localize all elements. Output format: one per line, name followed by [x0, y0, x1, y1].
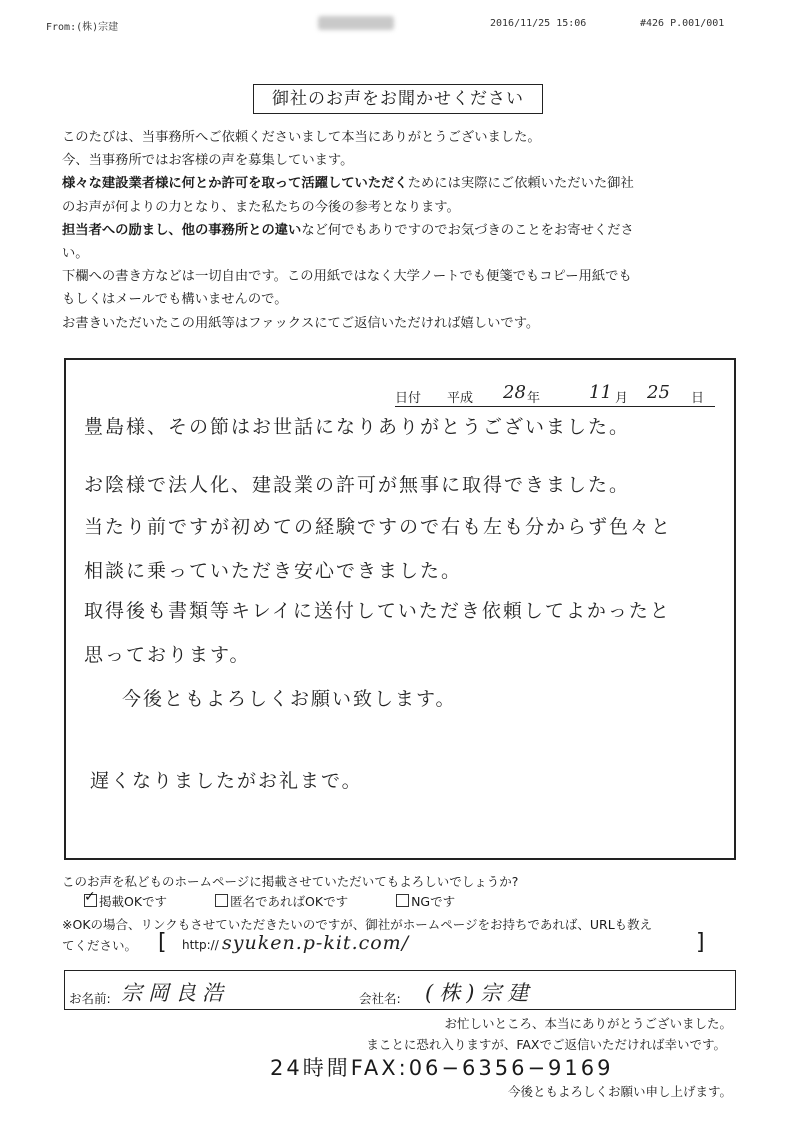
- option-ng[interactable]: [396, 892, 455, 910]
- handwritten-line: 取得後も書類等キレイに送付していただき依頼してよかったと: [84, 600, 671, 622]
- redacted-fax-number: [318, 16, 394, 30]
- name-label: お名前:: [69, 991, 111, 1006]
- intro-text: [62, 126, 752, 335]
- company-label: 会社名:: [359, 991, 401, 1006]
- intro-line: のお声が何よりの力となり、また私たちの今後の参考となります。: [62, 199, 460, 215]
- url-prefix: http://: [182, 938, 219, 952]
- option-ok[interactable]: [84, 892, 167, 910]
- url-value: syuken.p-kit.com/: [222, 932, 410, 954]
- name-value: 宗岡良浩: [121, 981, 229, 1005]
- consent-question: このお声を私どものホームページに掲載させていただいてもよろしいでしょうか?: [62, 874, 519, 889]
- option-anonymous-label: 匿名であればOKです: [230, 894, 349, 909]
- handwritten-line: お陰様で法人化、建設業の許可が無事に取得できました。: [84, 474, 631, 496]
- option-ng-label: NGです: [411, 894, 456, 909]
- link-note: ※OKの場合、リンクもさせていただきたいのですが、御社がホームページをお持ちであれば、URLも教え: [62, 917, 653, 932]
- intro-line: 下欄への書き方などは一切自由です。この用紙ではなく大学ノートでも便箋でもコピー用紙でも: [62, 269, 632, 285]
- option-ok-label: 掲載OKです: [99, 894, 168, 909]
- intro-line: [62, 172, 752, 195]
- date-day-value: 25: [647, 382, 670, 403]
- intro-line: お書きいただいたこの用紙等はファックスにてご返信いただければ嬉しいです。: [62, 315, 540, 331]
- fax-page-number: #426 P.001/001: [640, 18, 725, 29]
- intro-text-segment: ためには実際にご依頼いただいた御社: [407, 176, 634, 192]
- intro-line: もしくはメールでも構いませんので。: [62, 292, 288, 308]
- intro-text-segment: など何でもありですのでお気づきのことをお寄せくださ: [301, 222, 634, 238]
- checkbox-checked-icon[interactable]: [84, 894, 97, 907]
- company-value: (株)宗建: [425, 981, 535, 1005]
- fax-sender: From:(株)宗建: [46, 22, 119, 33]
- intro-emphasis: 様々な建設業者様に何とか許可を取って活躍していただく: [62, 176, 408, 192]
- footer-thanks: お忙しいところ、本当にありがとうございました。: [444, 1016, 732, 1031]
- option-anonymous[interactable]: [215, 892, 348, 910]
- checkbox-icon[interactable]: [215, 894, 228, 907]
- handwritten-line: 今後ともよろしくお願い致します。: [122, 688, 457, 710]
- handwritten-line: 相談に乗っていただき安心できました。: [84, 560, 463, 582]
- handwritten-line: 当たり前ですが初めての経験ですので右も左も分からず色々と: [84, 516, 673, 538]
- date-day-unit: 日: [691, 391, 705, 406]
- checkbox-icon[interactable]: [396, 894, 409, 907]
- date-era: 平成: [447, 391, 474, 406]
- url-field: [62, 930, 705, 955]
- footer-request: まことに恐れ入りますが、FAXでご返信いただければ幸いです。: [366, 1037, 726, 1052]
- date-field: [395, 384, 715, 407]
- consent-options: [84, 892, 499, 910]
- fax-header: [0, 18, 800, 34]
- handwritten-line: 豊島様、その節はお世話になりありがとうございました。: [84, 416, 631, 438]
- date-year-value: 28: [503, 382, 526, 403]
- date-month-value: 11: [589, 382, 612, 403]
- intro-line: [62, 219, 752, 242]
- date-label: 日付: [395, 391, 422, 406]
- fax-datetime: 2016/11/25 15:06: [490, 18, 587, 29]
- handwritten-line: 遅くなりましたがお礼まで。: [90, 770, 363, 792]
- url-bracket-open: [: [158, 930, 167, 955]
- intro-line: い。: [62, 246, 89, 262]
- date-year-unit: 年: [527, 391, 541, 406]
- intro-emphasis: 担当者への励まし、他の事務所との違い: [62, 222, 302, 238]
- url-bracket-close: ]: [696, 930, 705, 955]
- name-company-box: [64, 970, 736, 1010]
- page-title: 御社のお声をお聞かせください: [253, 84, 543, 114]
- fax-number: 24時間FAX:06−6356−9169: [270, 1056, 614, 1080]
- intro-line: このたびは、当事務所へご依頼くださいまして本当にありがとうございました。: [62, 130, 541, 145]
- link-note-continued: てください。: [62, 938, 138, 953]
- footer-closing: 今後ともよろしくお願い申し上げます。: [507, 1084, 732, 1099]
- handwritten-line: 思っております。: [84, 644, 251, 666]
- intro-line: 今、当事務所ではお客様の声を募集しています。: [62, 153, 354, 169]
- date-month-unit: 月: [615, 391, 629, 406]
